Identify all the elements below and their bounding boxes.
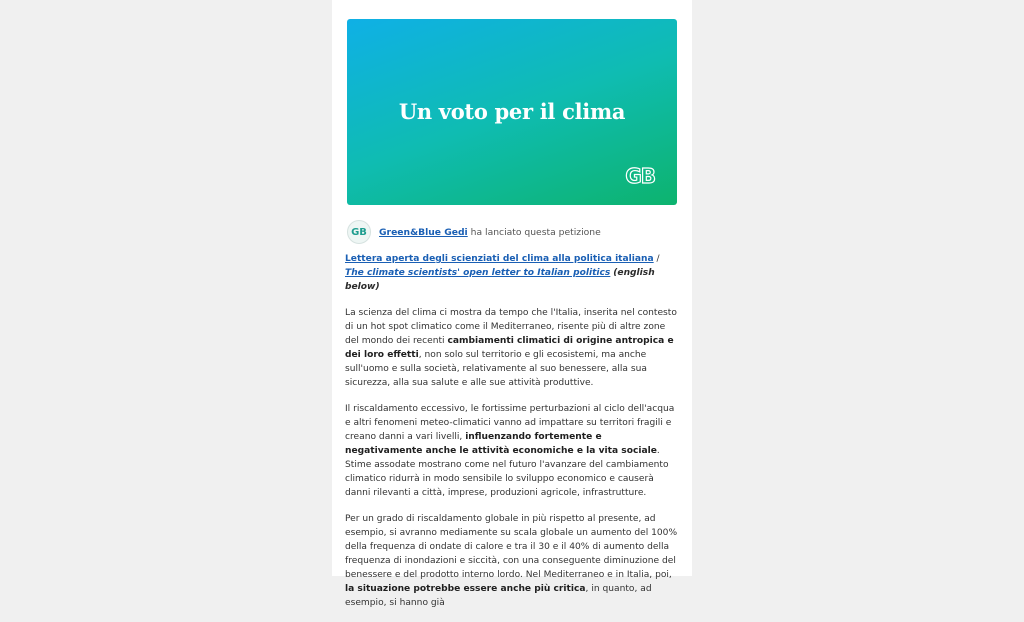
paragraph-2 [345, 402, 679, 500]
petition-body [345, 252, 679, 622]
author-link[interactable]: Green&Blue Gedi [379, 226, 468, 238]
paragraph-1 [345, 306, 679, 390]
paragraph-bold: influenzando fortemente e negativamente anche le attività economiche e la vita sociale [345, 432, 657, 456]
paragraph-text: La scienza del clima ci mostra da tempo che l'Italia, inserita nel contesto di un hot spot climatico come il Mediterraneo, risente più di altre zone del mondo dei recenti [345, 308, 677, 346]
author-text [379, 227, 601, 238]
english-below-note: (english below) [345, 268, 655, 292]
separator: / [653, 254, 660, 264]
paragraph-text: Per un grado di riscaldamento globale in più rispetto al presente, ad esempio, si avranno mediamente su scala globale un aumento del 100% della frequenza di ondate di calore e tra il 30 e il 40% di aumento della frequenza di inondazioni e siccità, con una conseguente diminuzione del benessere e del prodotto interno lordo. Nel Mediterraneo e in Italia, poi, [345, 514, 678, 580]
english-letter-link[interactable]: The climate scientists' open letter to Italian politics [345, 268, 611, 278]
hero-title: Un voto per il clima [398, 99, 626, 124]
avatar[interactable]: GB [347, 220, 371, 244]
paragraph-text: , non solo sul territorio e gli ecosistemi, ma anche sull'uomo e sulla società, relativamente al suo benessere, alla sua sicurezza, alla sua salute e alle sue attività produttive. [345, 350, 647, 388]
paragraph-text: . Stime assodate mostrano come nel futuro l'avanzare del cambiamento climatico ridurrà in modo sensibile lo sviluppo economico e causerà danni rilevanti a città, imprese, produzioni agricole, infrastrutture. [345, 446, 669, 498]
italian-letter-link[interactable]: Lettera aperta degli scienziati del clima alla politica italiana [345, 254, 654, 264]
paragraph-bold: cambiamenti climatici di origine antropica e dei loro effetti [345, 336, 674, 360]
petition-page [332, 0, 692, 608]
hero-banner [347, 19, 677, 205]
gb-logo-icon: GB [625, 164, 655, 188]
paragraph-3 [345, 512, 679, 610]
author-action: ha lanciato questa petizione [470, 226, 601, 238]
paragraph-text: , in quanto, ad esempio, si hanno già [345, 584, 652, 608]
author-row [347, 219, 677, 245]
paragraph-bold: la situazione potrebbe essere anche più critica [345, 584, 586, 594]
paragraph-text: Il riscaldamento eccessivo, le fortissime perturbazioni al ciclo dell'acqua e altri fenomeni meteo-climatici vanno ad impattare su territori fragili e creano danni a vari livelli, [345, 404, 675, 442]
title-paragraph [345, 252, 679, 294]
